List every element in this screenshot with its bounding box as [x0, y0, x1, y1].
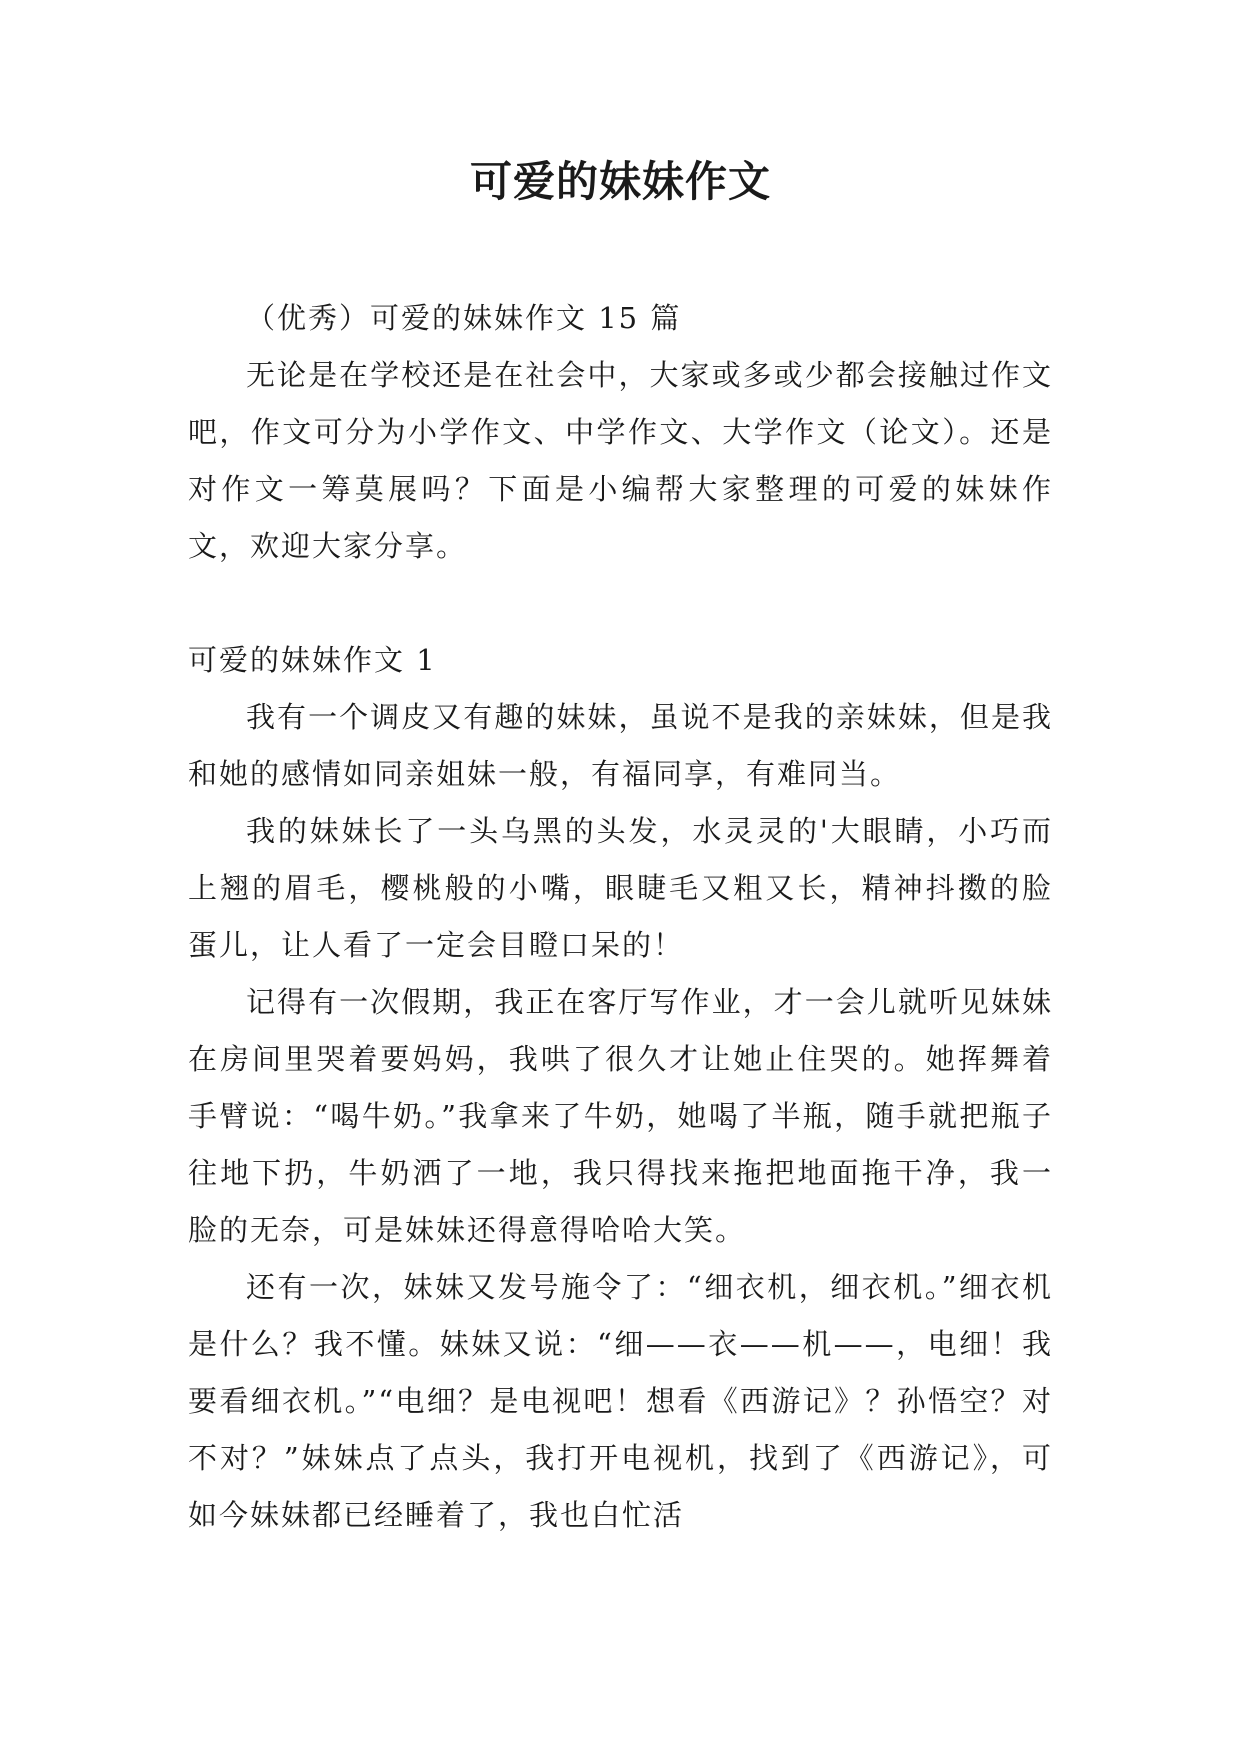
body-paragraph-1: 我有一个调皮又有趣的妹妹，虽说不是我的亲妹妹，但是我和她的感情如同亲姐妹一般，有福同享，有难同当。: [188, 700, 1053, 791]
body-paragraph-3: 记得有一次假期，我正在客厅写作业，才一会儿就听见妹妹在房间里哭着要妈妈，我哄了很久才让她止住哭的。她挥舞着手臂说：“喝牛奶。”我拿来了牛奶，她喝了半瓶，随手就把瓶子往地下扔，牛奶洒了一地，我只得找来拖把地面拖干净，我一脸的无奈，可是妹妹还得意得哈哈大笑。: [188, 985, 1053, 1247]
document-body: [188, 290, 1053, 1544]
document-title: 可爱的妹妹作文: [469, 157, 771, 206]
body-paragraph-4: 还有一次，妹妹又发号施令了：“细衣机，细衣机。”细衣机是什么？我不懂。妹妹又说：“细——衣——机——，电细！我要看细衣机。”“电细？是电视吧！想看《西游记》？孙悟空？对不对？”妹妹点了点头，我打开电视机，找到了《西游记》，可如今妹妹都已经睡着了，我也白忙活: [188, 1270, 1053, 1532]
spacer: [188, 575, 1053, 632]
document-subtitle: （优秀）可爱的妹妹作文 15 篇: [246, 301, 682, 335]
intro-paragraph: 无论是在学校还是在社会中，大家或多或少都会接触过作文吧，作文可分为小学作文、中学作文、大学作文（论文）。还是对作文一筹莫展吗？下面是小编帮大家整理的可爱的妹妹作文，欢迎大家分享。: [188, 358, 1053, 563]
body-paragraph-2: 我的妹妹长了一头乌黑的头发，水灵灵的'大眼睛，小巧而上翘的眉毛，樱桃般的小嘴，眼睫毛又粗又长，精神抖擞的脸蛋儿，让人看了一定会目瞪口呆的！: [188, 814, 1053, 962]
section-heading: 可爱的妹妹作文 1: [188, 643, 437, 677]
